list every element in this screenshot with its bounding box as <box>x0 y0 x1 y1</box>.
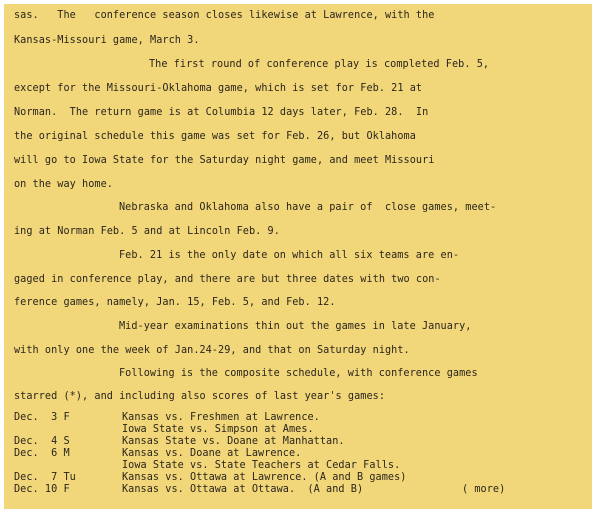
schedule-game: Kansas vs. Doane at Lawrence. <box>122 448 302 459</box>
text-line: on the way home. <box>14 179 113 190</box>
text-line: Norman. The return game is at Columbia 12 days later, Feb. 28. In <box>14 107 429 118</box>
schedule-game: Iowa State vs. Simpson at Ames. <box>122 424 314 435</box>
text-line: except for the Missouri-Oklahoma game, which is set for Feb. 21 at <box>14 83 423 94</box>
text-line: ing at Norman Feb. 5 and at Lincoln Feb. 9. <box>14 226 280 237</box>
text-line: Following is the composite schedule, with conference games <box>119 368 478 379</box>
schedule-game: Kansas vs. Freshmen at Lawrence. <box>122 412 320 423</box>
text-line: will go to Iowa State for the Saturday night game, and meet Missouri <box>14 155 435 166</box>
schedule-date: Dec. 3 F <box>14 412 70 423</box>
text-line: the original schedule this game was set for Feb. 26, but Oklahoma <box>14 131 416 142</box>
schedule-game: Iowa State vs. State Teachers at Cedar Falls. <box>122 460 401 471</box>
text-line: Mid-year examinations thin out the games in late January, <box>119 321 472 332</box>
text-line: gaged in conference play, and there are but three dates with two con- <box>14 274 441 285</box>
text-line: The first round of conference play is completed Feb. 5, <box>149 59 490 70</box>
text-line: Nebraska and Oklahoma also have a pair of close games, meet- <box>119 202 497 213</box>
paper-sheet <box>4 4 592 509</box>
typed-text-body <box>4 4 592 509</box>
text-line: with only one the week of Jan.24-29, and that on Saturday night. <box>14 345 410 356</box>
schedule-date: Dec. 4 S <box>14 436 70 447</box>
schedule-date: Dec. 10 F <box>14 484 70 495</box>
text-line: sas. The conference season closes likewise at Lawrence, with the <box>14 10 435 21</box>
continuation-note: ( more) <box>462 484 506 495</box>
text-line: Kansas-Missouri game, March 3. <box>14 35 200 46</box>
text-line: Feb. 21 is the only date on which all six teams are en- <box>119 250 460 261</box>
schedule-date: Dec. 7 Tu <box>14 472 76 483</box>
text-line: ference games, namely, Jan. 15, Feb. 5, and Feb. 12. <box>14 297 336 308</box>
text-line: starred (*), and including also scores of last year's games: <box>14 391 386 402</box>
schedule-game: Kansas State vs. Doane at Manhattan. <box>122 436 345 447</box>
schedule-game: Kansas vs. Ottawa at Lawrence. (A and B games) <box>122 472 407 483</box>
schedule-date: Dec. 6 M <box>14 448 70 459</box>
schedule-game: Kansas vs. Ottawa at Ottawa. (A and B) <box>122 484 364 495</box>
